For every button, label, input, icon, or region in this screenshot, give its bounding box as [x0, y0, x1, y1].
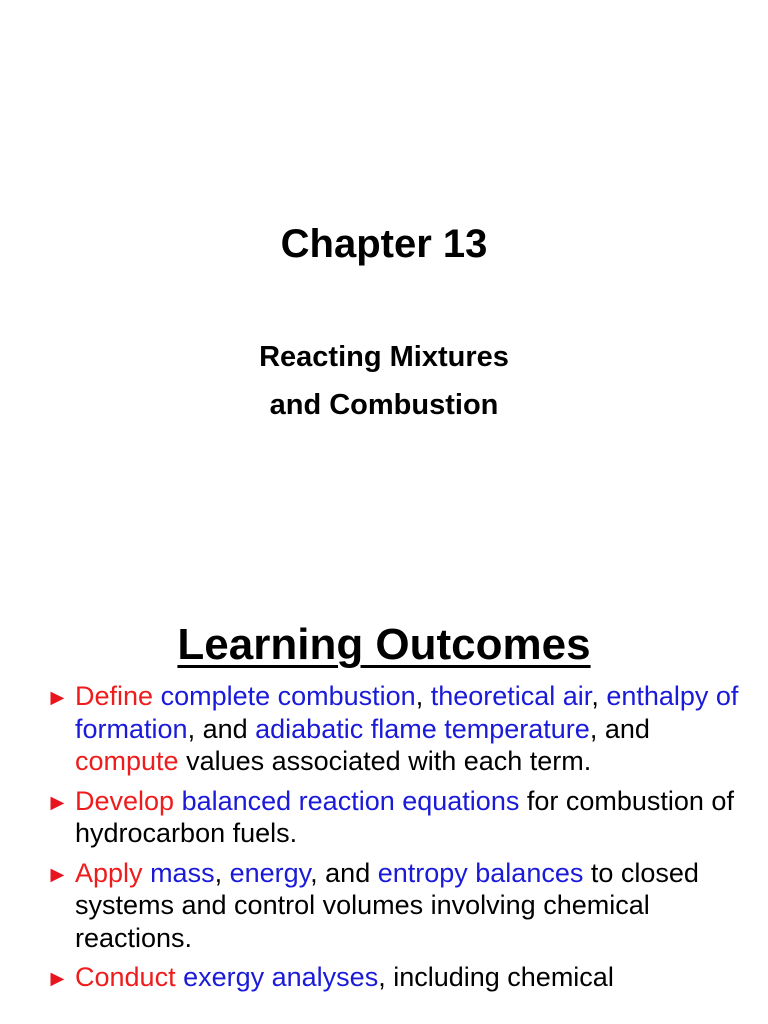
- bullet-arrow-icon: ►: [46, 788, 69, 815]
- outcome-text: for combustion of hydrocarbon fuels.: [75, 785, 734, 848]
- outcome-text: , including chemical: [378, 962, 614, 992]
- chapter-subtitle: [0, 333, 768, 429]
- outcome-text: , and: [310, 857, 378, 888]
- outcome-text: [176, 962, 184, 992]
- outcome-term: exergy analyses: [183, 962, 379, 992]
- outcome-term: adiabatic flame temperature: [255, 713, 590, 744]
- outcome-term: entropy balances: [377, 857, 584, 888]
- outcome-verb: Apply: [75, 857, 143, 888]
- outcome-term: energy: [229, 857, 311, 888]
- outcome-verb: Develop: [75, 785, 175, 816]
- outcome-text: [153, 681, 161, 711]
- outcome-text: values associated with each term.: [178, 746, 592, 776]
- outcome-text: ,: [415, 681, 431, 711]
- outcome-verb: compute: [75, 746, 179, 776]
- outcome-text: [143, 858, 151, 888]
- outcome-item-apply: [46, 857, 746, 955]
- outcome-text: ,: [591, 681, 607, 711]
- bullet-arrow-icon: ►: [46, 860, 69, 887]
- outcome-text: , and: [589, 713, 650, 744]
- bullet-arrow-icon: ►: [46, 965, 69, 991]
- learning-outcomes-list: [46, 680, 746, 1001]
- outcome-term: mass: [150, 857, 215, 888]
- subtitle-line-2: and Combustion: [269, 389, 499, 421]
- outcome-verb: Conduct: [75, 962, 176, 992]
- outcome-verb: Define: [75, 681, 154, 711]
- outcome-item-conduct: [46, 961, 746, 994]
- outcome-term: complete combustion: [160, 681, 416, 711]
- outcome-text: , and: [187, 713, 256, 744]
- outcome-term: balanced reaction equations: [181, 785, 520, 816]
- outcome-term: enthalpy of formation: [75, 681, 739, 744]
- outcome-item-develop: [46, 785, 746, 850]
- subtitle-line-1: Reacting Mixtures: [259, 341, 509, 373]
- chapter-title: Chapter 13: [280, 222, 488, 266]
- outcome-term: theoretical air: [430, 681, 592, 711]
- outcome-item-define: [46, 680, 746, 778]
- outcome-text: to closed systems and control volumes involving chemical reactions.: [75, 857, 699, 953]
- bullet-arrow-icon: ►: [46, 684, 69, 710]
- learning-outcomes-heading: Learning Outcomes: [177, 620, 591, 669]
- outcome-text: [174, 786, 182, 816]
- outcome-text: ,: [214, 857, 230, 888]
